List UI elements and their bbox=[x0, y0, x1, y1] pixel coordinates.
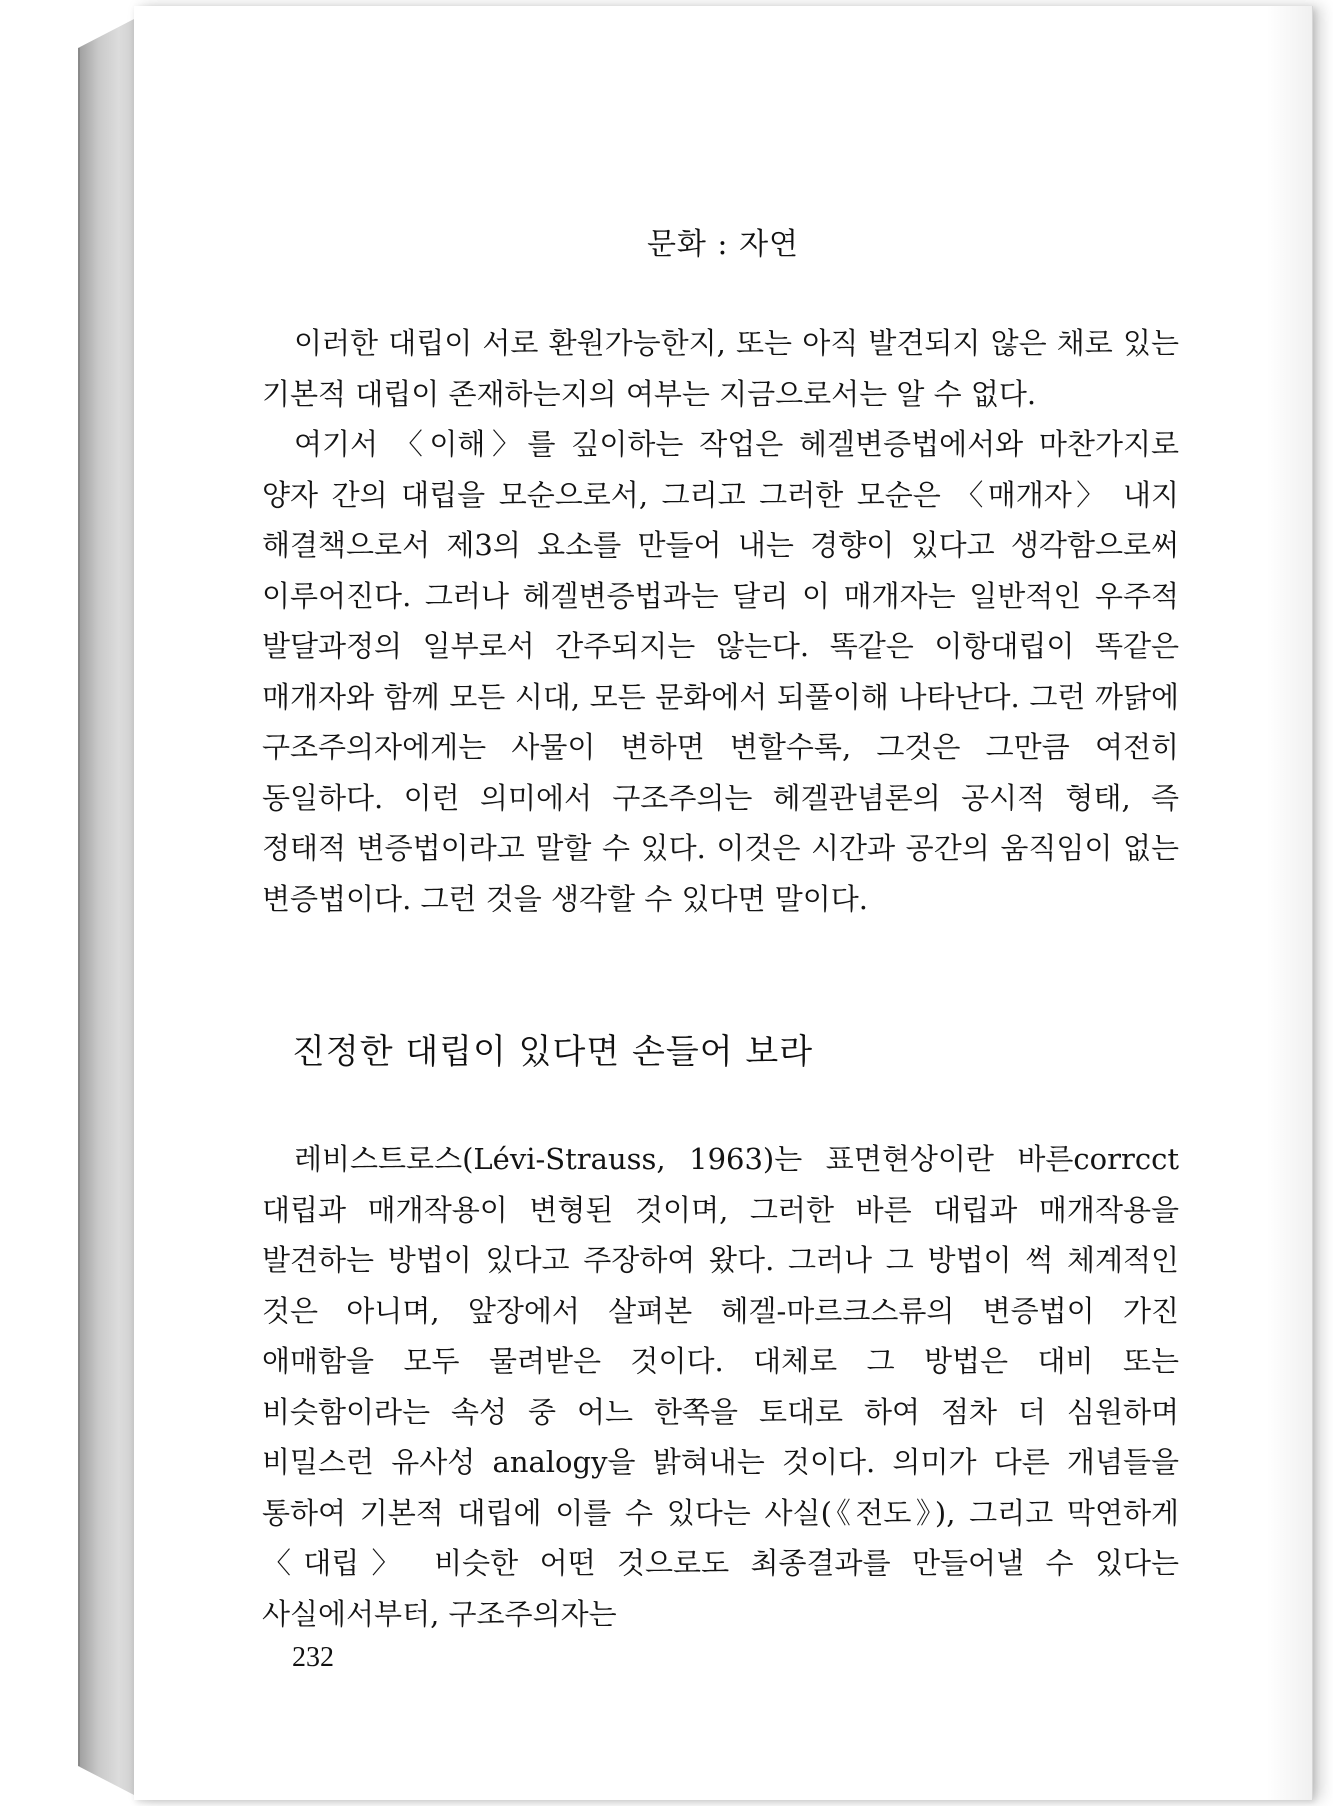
book-spine-edge bbox=[78, 48, 80, 1766]
page-shadow bbox=[1266, 6, 1312, 1800]
book-page bbox=[134, 6, 1313, 1800]
paragraph: 이러한 대립이 서로 환원가능한지, 또는 아직 발견되지 않은 채로 있는 기본적 대립이 존재하는지의 여부는 지금으로서는 알 수 없다. bbox=[262, 326, 1179, 411]
top-text-block bbox=[262, 318, 1179, 924]
page-number: 232 bbox=[292, 1642, 334, 1673]
book-spine bbox=[78, 18, 136, 1796]
running-head: 문화 : 자연 bbox=[646, 227, 800, 262]
bottom-text-block bbox=[262, 1134, 1179, 1639]
paragraph: 여기서 〈이해〉를 깊이하는 작업은 헤겔변증법에서와 마찬가지로 양자 간의 대립을 모순으로서, 그리고 그러한 모순은 〈매개자〉 내지 해결책으로서 제3의 요소를 만들어 내는 경향이 있다고 생각함으로써 이루어진다. 그러나 헤겔변증법과는 달리 이 매개자는 일반적인 우주적 발달과정의 일부로서 간주되지는 않는다. 똑같은 이항대립이 똑같은 매개자와 함께 모든 시대, 모든 문화에서 되풀이해 나타난다. 그런 까닭에 구조주의자에게는 사물이 변하면 변할수록, 그것은 그만큼 여전히 동일하다. 이런 의미에서 구조주의는 헤겔관념론의 공시적 형태, 즉 정태적 변증법이라고 말할 수 있다. 이것은 시간과 공간의 움직임이 없는 변증법이다. 그런 것을 생각할 수 있다면 말이다. bbox=[262, 427, 1179, 916]
paragraph: 레비스트로스(Lévi-Strauss, 1963)는 표면현상이란 바른corrcct 대립과 매개작용이 변형된 것이며, 그러한 바른 대립과 매개작용을 발견하는 방법이 있다고 주장하여 왔다. 그러나 그 방법이 썩 체계적인 것은 아니며, 앞장에서 살펴본 헤겔-마르크스류의 변증법이 가진 애매함을 모두 물려받은 것이다. 대체로 그 방법은 대비 또는 비슷함이라는 속성 중 어느 한쪽을 토대로 하여 점차 더 심원하며 비밀스런 유사성 analogy을 밝혀내는 것이다. 의미가 다른 개념들을 통하여 기본적 대립에 이를 수 있다는 사실(《전도》), 그리고 막연하게 〈대립〉 비슷한 어떤 것으로도 최종결과를 만들어낼 수 있다는 사실에서부터, 구조주의자는 bbox=[262, 1142, 1179, 1631]
section-heading: 진정한 대립이 있다면 손들어 보라 bbox=[292, 1032, 814, 1072]
